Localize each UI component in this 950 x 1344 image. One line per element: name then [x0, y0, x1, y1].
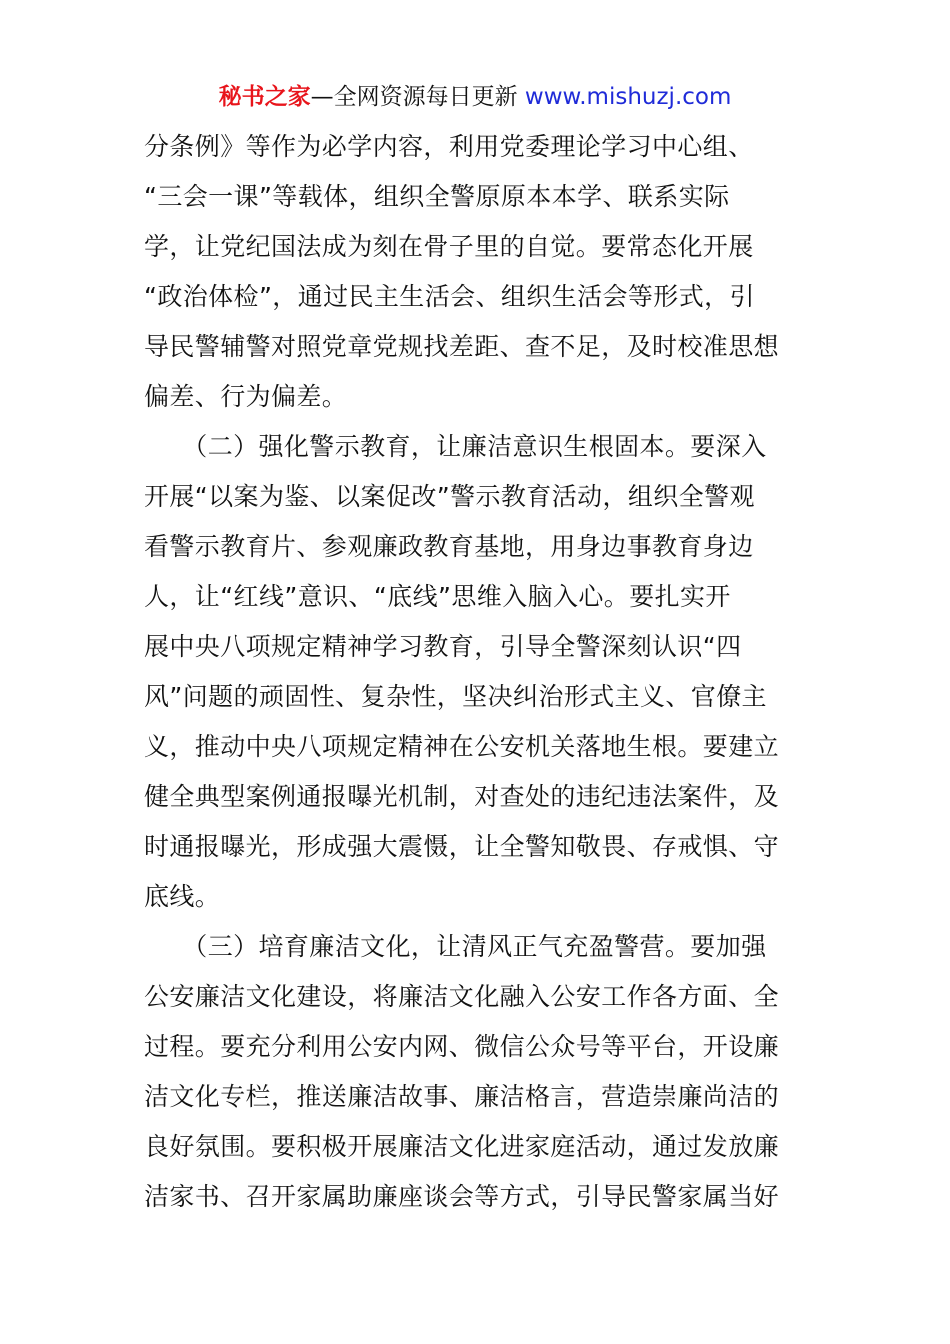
text-line: 公安廉洁文化建设，将廉洁文化融入公安工作各方面、全 [144, 982, 780, 1011]
page-header [0, 82, 950, 112]
text-line: 学，让党纪国法成为刻在骨子里的自觉。要常态化开展 [144, 232, 754, 261]
text-line: 洁文化专栏，推送廉洁故事、廉洁格言，营造崇廉尚洁的 [144, 1082, 780, 1111]
text-line: 人，让“红线”意识、“底线”思维入脑入心。要扎实开 [144, 582, 731, 611]
section-heading-line: （三）培育廉洁文化，让清风正气充盈警营。要加强 [144, 932, 767, 961]
text-line: 偏差、行为偏差。 [144, 382, 348, 411]
text-line: 风”问题的顽固性、复杂性，坚决纠治形式主义、官僚主 [144, 682, 767, 711]
section-heading-line: （二）强化警示教育，让廉洁意识生根固本。要深入 [144, 432, 767, 461]
text-line: 健全典型案例通报曝光机制，对查处的违纪违法案件，及 [144, 782, 780, 811]
document-body [144, 122, 808, 1222]
text-line: 洁家书、召开家属助廉座谈会等方式，引导民警家属当好 [144, 1182, 780, 1211]
text-line: 良好氛围。要积极开展廉洁文化进家庭活动，通过发放廉 [144, 1132, 780, 1161]
site-tagline: —全网资源每日更新 [310, 84, 525, 110]
site-url-link[interactable]: www.mishuzj.com [524, 84, 732, 110]
text-line: 分条例》等作为必学内容，利用党委理论学习中心组、 [144, 132, 754, 161]
text-line: 开展“以案为鉴、以案促改”警示教育活动，组织全警观 [144, 482, 755, 511]
text-line: 义，推动中央八项规定精神在公安机关落地生根。要建立 [144, 732, 780, 761]
text-line: 时通报曝光，形成强大震慑，让全警知敬畏、存戒惧、守 [144, 832, 780, 861]
text-line: “政治体检”，通过民主生活会、组织生活会等形式，引 [144, 282, 755, 311]
text-line: 过程。要充分利用公安内网、微信公众号等平台，开设廉 [144, 1032, 780, 1061]
site-name: 秘书之家 [218, 84, 311, 110]
text-line: 展中央八项规定精神学习教育，引导全警深刻认识“四 [144, 632, 742, 661]
text-line: “三会一课”等载体，组织全警原原本本学、联系实际 [144, 182, 730, 211]
text-line: 看警示教育片、参观廉政教育基地，用身边事教育身边 [144, 532, 754, 561]
text-line: 导民警辅警对照党章党规找差距、查不足，及时校准思想 [144, 332, 780, 361]
text-line: 底线。 [144, 882, 221, 911]
